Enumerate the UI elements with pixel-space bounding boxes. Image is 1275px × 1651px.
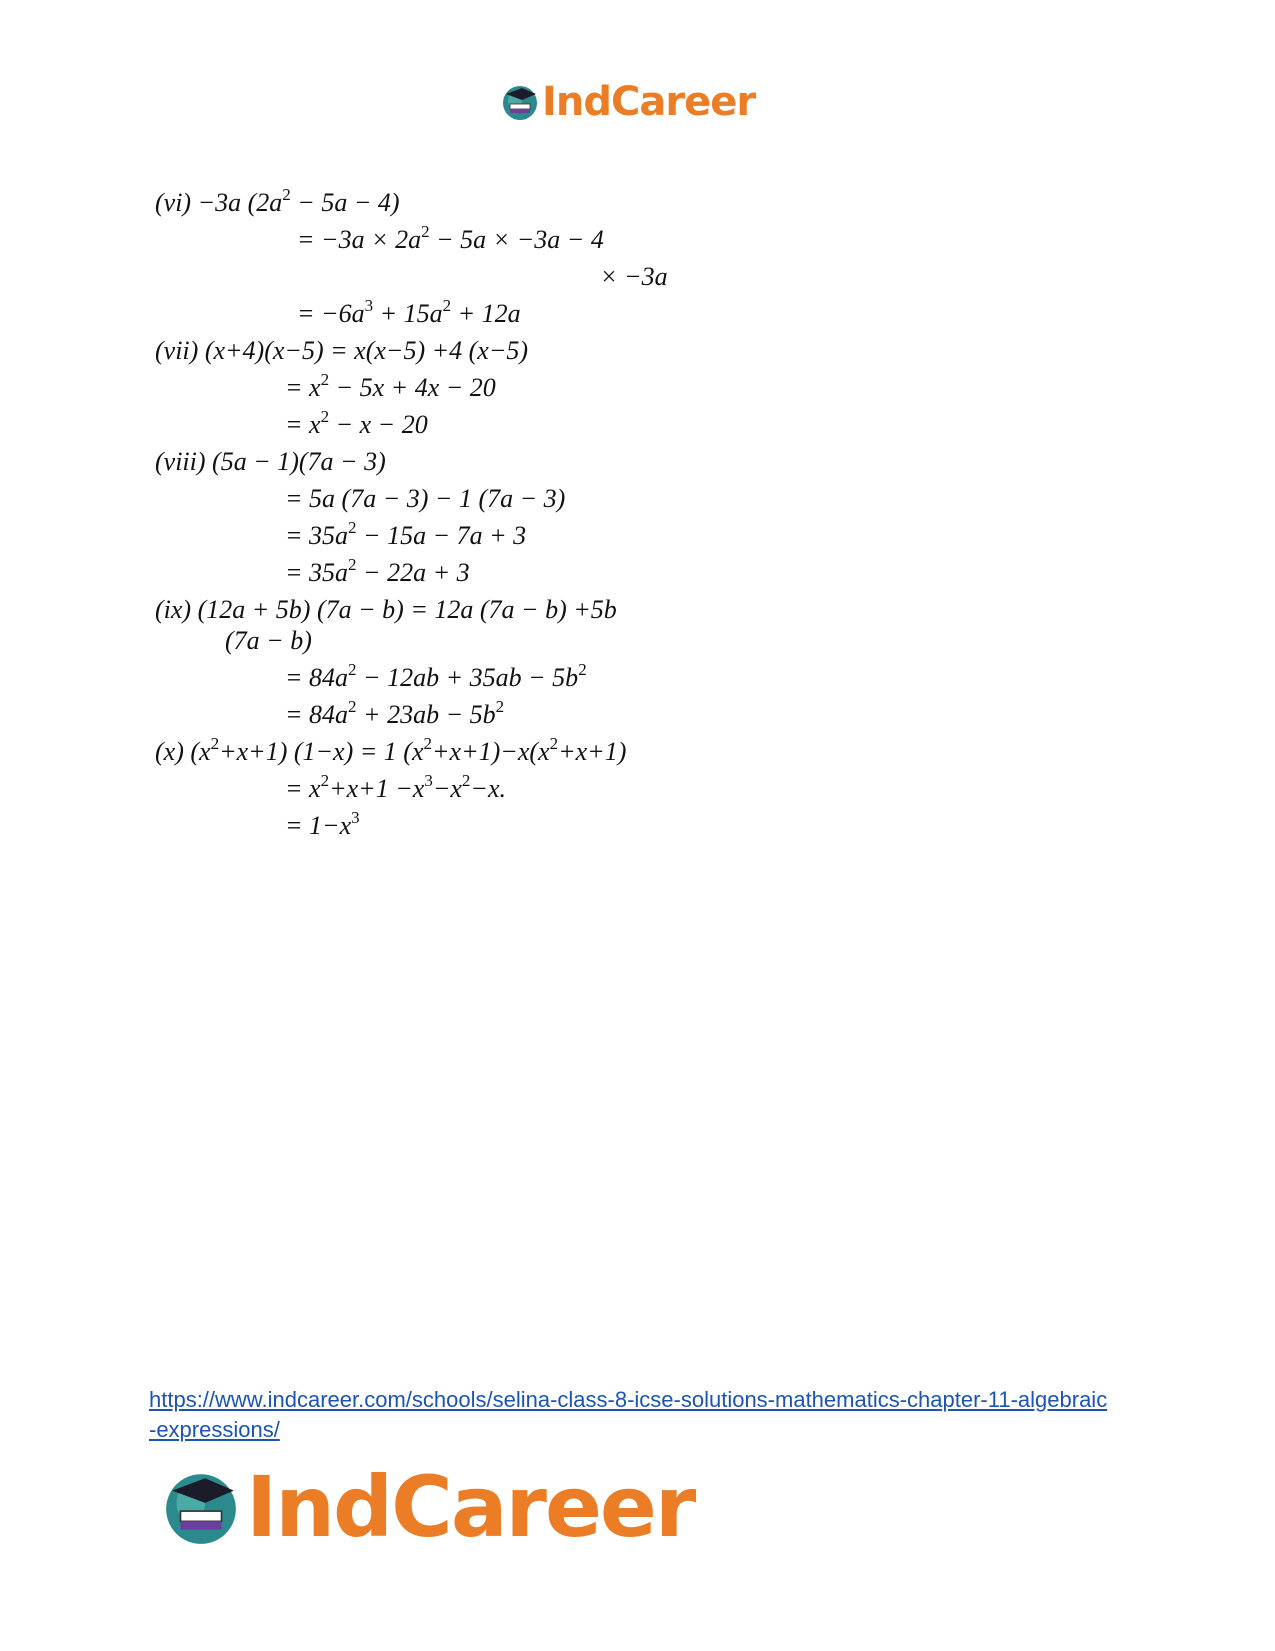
item-vi-step-1-cont: × −3a — [600, 262, 668, 291]
item-viii-step-3: = $35a^2 - 22a + 3$ — [285, 555, 470, 587]
item-vi-step-2: = $-6a^3 + 15a^2 + 12a$ — [297, 296, 521, 328]
logo-wordmark: IndCareer — [542, 79, 756, 125]
item-viii-question: (viii) (5a − 1)(7a − 3) — [155, 447, 386, 476]
item-x-step-2: = $1-x^3$ — [285, 808, 360, 840]
item-vi-step-1: = $-3a \times 2a^2 - 5a \times -3a - 4$ — [297, 222, 604, 254]
item-vii-step-1: = $x^2 - 5x + 4x - 20$ — [285, 370, 496, 402]
item-vii-step-2: = $x^2 - x - 20$ — [285, 407, 428, 439]
item-ix-question-cont: (7a − b) — [225, 626, 312, 655]
item-vii-question: (vii) (x+4)(x−5) = x(x−5) +4 (x−5) — [155, 336, 529, 365]
source-url-link[interactable]: https://www.indcareer.com/schools/selina-class-8-icse-solutions-mathematics-chapter-11-algebraic-expressions/ — [149, 1387, 1108, 1442]
item-x-question: (x) $(x^2+x+1) (1-x) = 1$ $(x^2+x+1)-x(x^2+x+1)$ — [155, 734, 627, 766]
item-vi-question: (vi) −3a $(2a^2 - 5a - 4)$ — [155, 185, 400, 217]
item-viii-step-2: = $35a^2 - 15a - 7a + 3$ — [285, 518, 527, 550]
item-ix-step-2: = $84a^2 + 23ab - 5b^2$ — [285, 697, 505, 729]
indcareer-logo-top — [500, 80, 755, 124]
item-ix-question: (ix) (12a + 5b) (7a − b) = 12a (7a − b) +5b — [155, 595, 617, 624]
indcareer-logo-bottom — [160, 1458, 695, 1556]
item-x-step-1: = $x^2+x+1 -x^3-x^2-x$. — [285, 771, 506, 803]
item-viii-step-1: = 5a (7a − 3) − 1 (7a − 3) — [285, 484, 566, 513]
graduation-cap-book-globe-icon — [500, 82, 540, 122]
graduation-cap-book-globe-icon — [160, 1466, 242, 1548]
logo-wordmark: IndCareer — [246, 1458, 695, 1556]
item-ix-step-1: = $84a^2 - 12ab + 35ab - 5b^2$ — [285, 660, 587, 692]
